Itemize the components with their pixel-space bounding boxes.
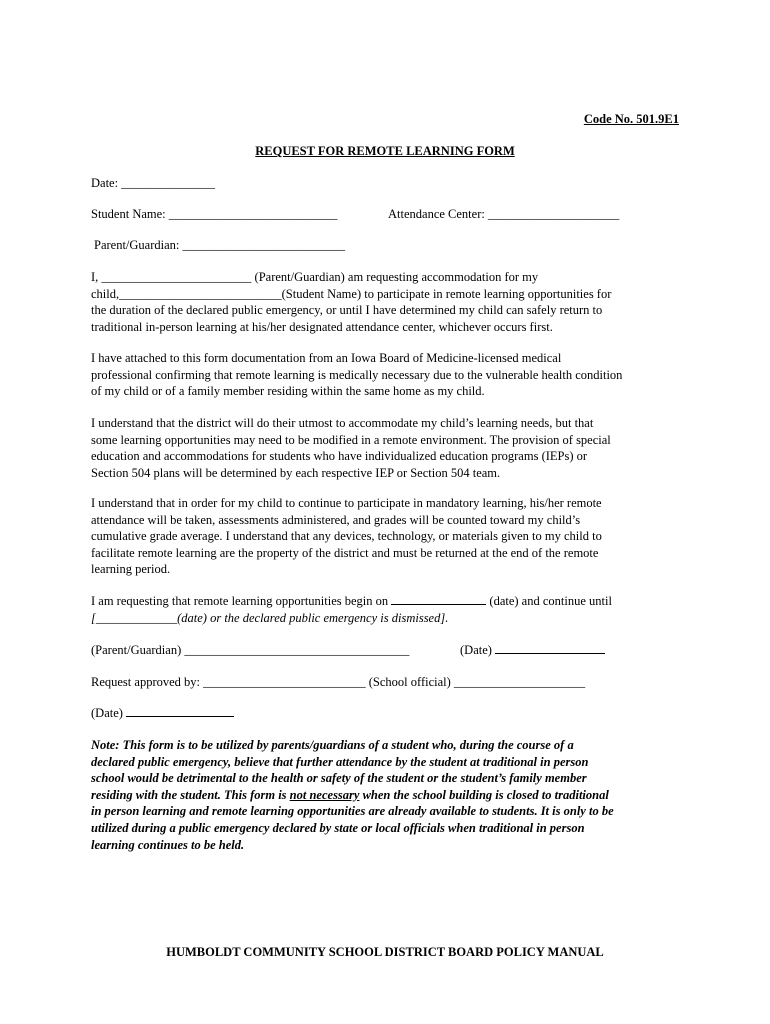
note-paragraph	[91, 737, 691, 853]
paragraph-line: I understand that the district will do their utmost to accommodate my child’s learning needs, but that	[91, 416, 594, 430]
paragraph-line: Note: This form is to be utilized by parents/guardians of a student who, during the course of a	[91, 738, 574, 752]
paragraph-line: declared public emergency, believe that further attendance by the student at traditional in person	[91, 754, 589, 769]
paragraph-line: of my child or of a family member residing within the same home as my child.	[91, 384, 485, 399]
parent-signature-line	[91, 642, 409, 658]
date-blank	[495, 642, 605, 654]
request-dates-paragraph	[91, 593, 691, 626]
paragraph-line: traditional in-person learning at his/her designated attendance center, whichever occurs first.	[91, 319, 553, 334]
paragraph-line: learning period.	[91, 562, 171, 577]
paragraph-line: I understand that in order for my child to continue to participate in mandatory learning, his/her remote	[91, 496, 602, 510]
paragraph-line: learning continues to be held.	[91, 837, 245, 852]
text-span: when the school building is closed to traditional	[359, 787, 609, 802]
paragraph-line: child,__________________________(Student Name) to participate in remote learning opportunities for	[91, 286, 612, 301]
paragraph-line: school would be detrimental to the health or safety of the student or the student’s family member	[91, 771, 587, 786]
paragraph-line	[91, 787, 691, 804]
paragraph-line: I have attached to this form documentation from an Iowa Board of Medicine-licensed medical	[91, 351, 562, 365]
parent-date-line	[460, 642, 605, 658]
begin-date-blank	[391, 593, 486, 605]
form-title: REQUEST FOR REMOTE LEARNING FORM	[255, 144, 515, 158]
date-blank	[126, 705, 234, 717]
paragraph-line: professional confirming that remote learning is medically necessary due to the vulnerable health condition	[91, 367, 623, 382]
accommodation-paragraph	[91, 415, 691, 481]
request-paragraph	[91, 269, 691, 335]
student-name-field: Student Name: ___________________________	[91, 207, 338, 221]
paragraph-line: Section 504 plans will be determined by each respective IEP or Section 504 team.	[91, 465, 501, 480]
date-field: Date: _______________	[91, 176, 215, 190]
paragraph-line: I, ________________________ (Parent/Guardian) am requesting accommodation for my	[91, 270, 539, 284]
approval-line: Request approved by: __________________________ (School official) _____________________	[91, 675, 586, 689]
paragraph-line: education and accommodations for students who have individualized education programs (IEPs) or	[91, 449, 588, 464]
footer-text: HUMBOLDT COMMUNITY SCHOOL DISTRICT BOARD POLICY MANUAL	[166, 945, 604, 959]
text-span: residing with the student. This form is	[91, 787, 290, 802]
paragraph-line: [_____________(date) or the declared public emergency is dismissed].	[91, 610, 449, 625]
attendance-paragraph	[91, 495, 691, 578]
text-span: (Date)	[91, 706, 127, 720]
code-number: Code No. 501.9E1	[583, 112, 679, 126]
approval-date-line	[91, 705, 234, 721]
paragraph-line: attendance will be taken, assessments administered, and grades will be counted toward my child’s	[91, 512, 581, 527]
paragraph-line: some learning opportunities may need to be modified in a remote environment. The provision of special	[91, 432, 611, 447]
paragraph-line: facilitate remote learning are the property of the district and must be returned at the end of the remote	[91, 545, 599, 560]
paragraph-line	[91, 593, 691, 610]
text-span: (Date)	[460, 643, 496, 657]
attendance-center-field: Attendance Center: _____________________	[388, 207, 620, 221]
paragraph-line: in person learning and remote learning opportunities are already available to students. It is only to be	[91, 804, 614, 819]
text-span: (Parent/Guardian) ____________________________________	[91, 643, 410, 657]
text-span: (date) and continue until	[486, 594, 612, 608]
paragraph-line: utilized during a public emergency declared by state or local officials when traditional in person	[91, 820, 585, 835]
text-span: I am requesting that remote learning opportunities begin on	[91, 594, 392, 608]
documentation-paragraph	[91, 350, 691, 400]
paragraph-line: the duration of the declared public emergency, or until I have determined my child can safely return to	[91, 303, 603, 318]
emphasis-text: not necessary	[289, 787, 360, 802]
parent-guardian-field: Parent/Guardian: __________________________	[94, 238, 346, 252]
paragraph-line: cumulative grade average. I understand that any devices, technology, or materials given to my child to	[91, 529, 602, 544]
